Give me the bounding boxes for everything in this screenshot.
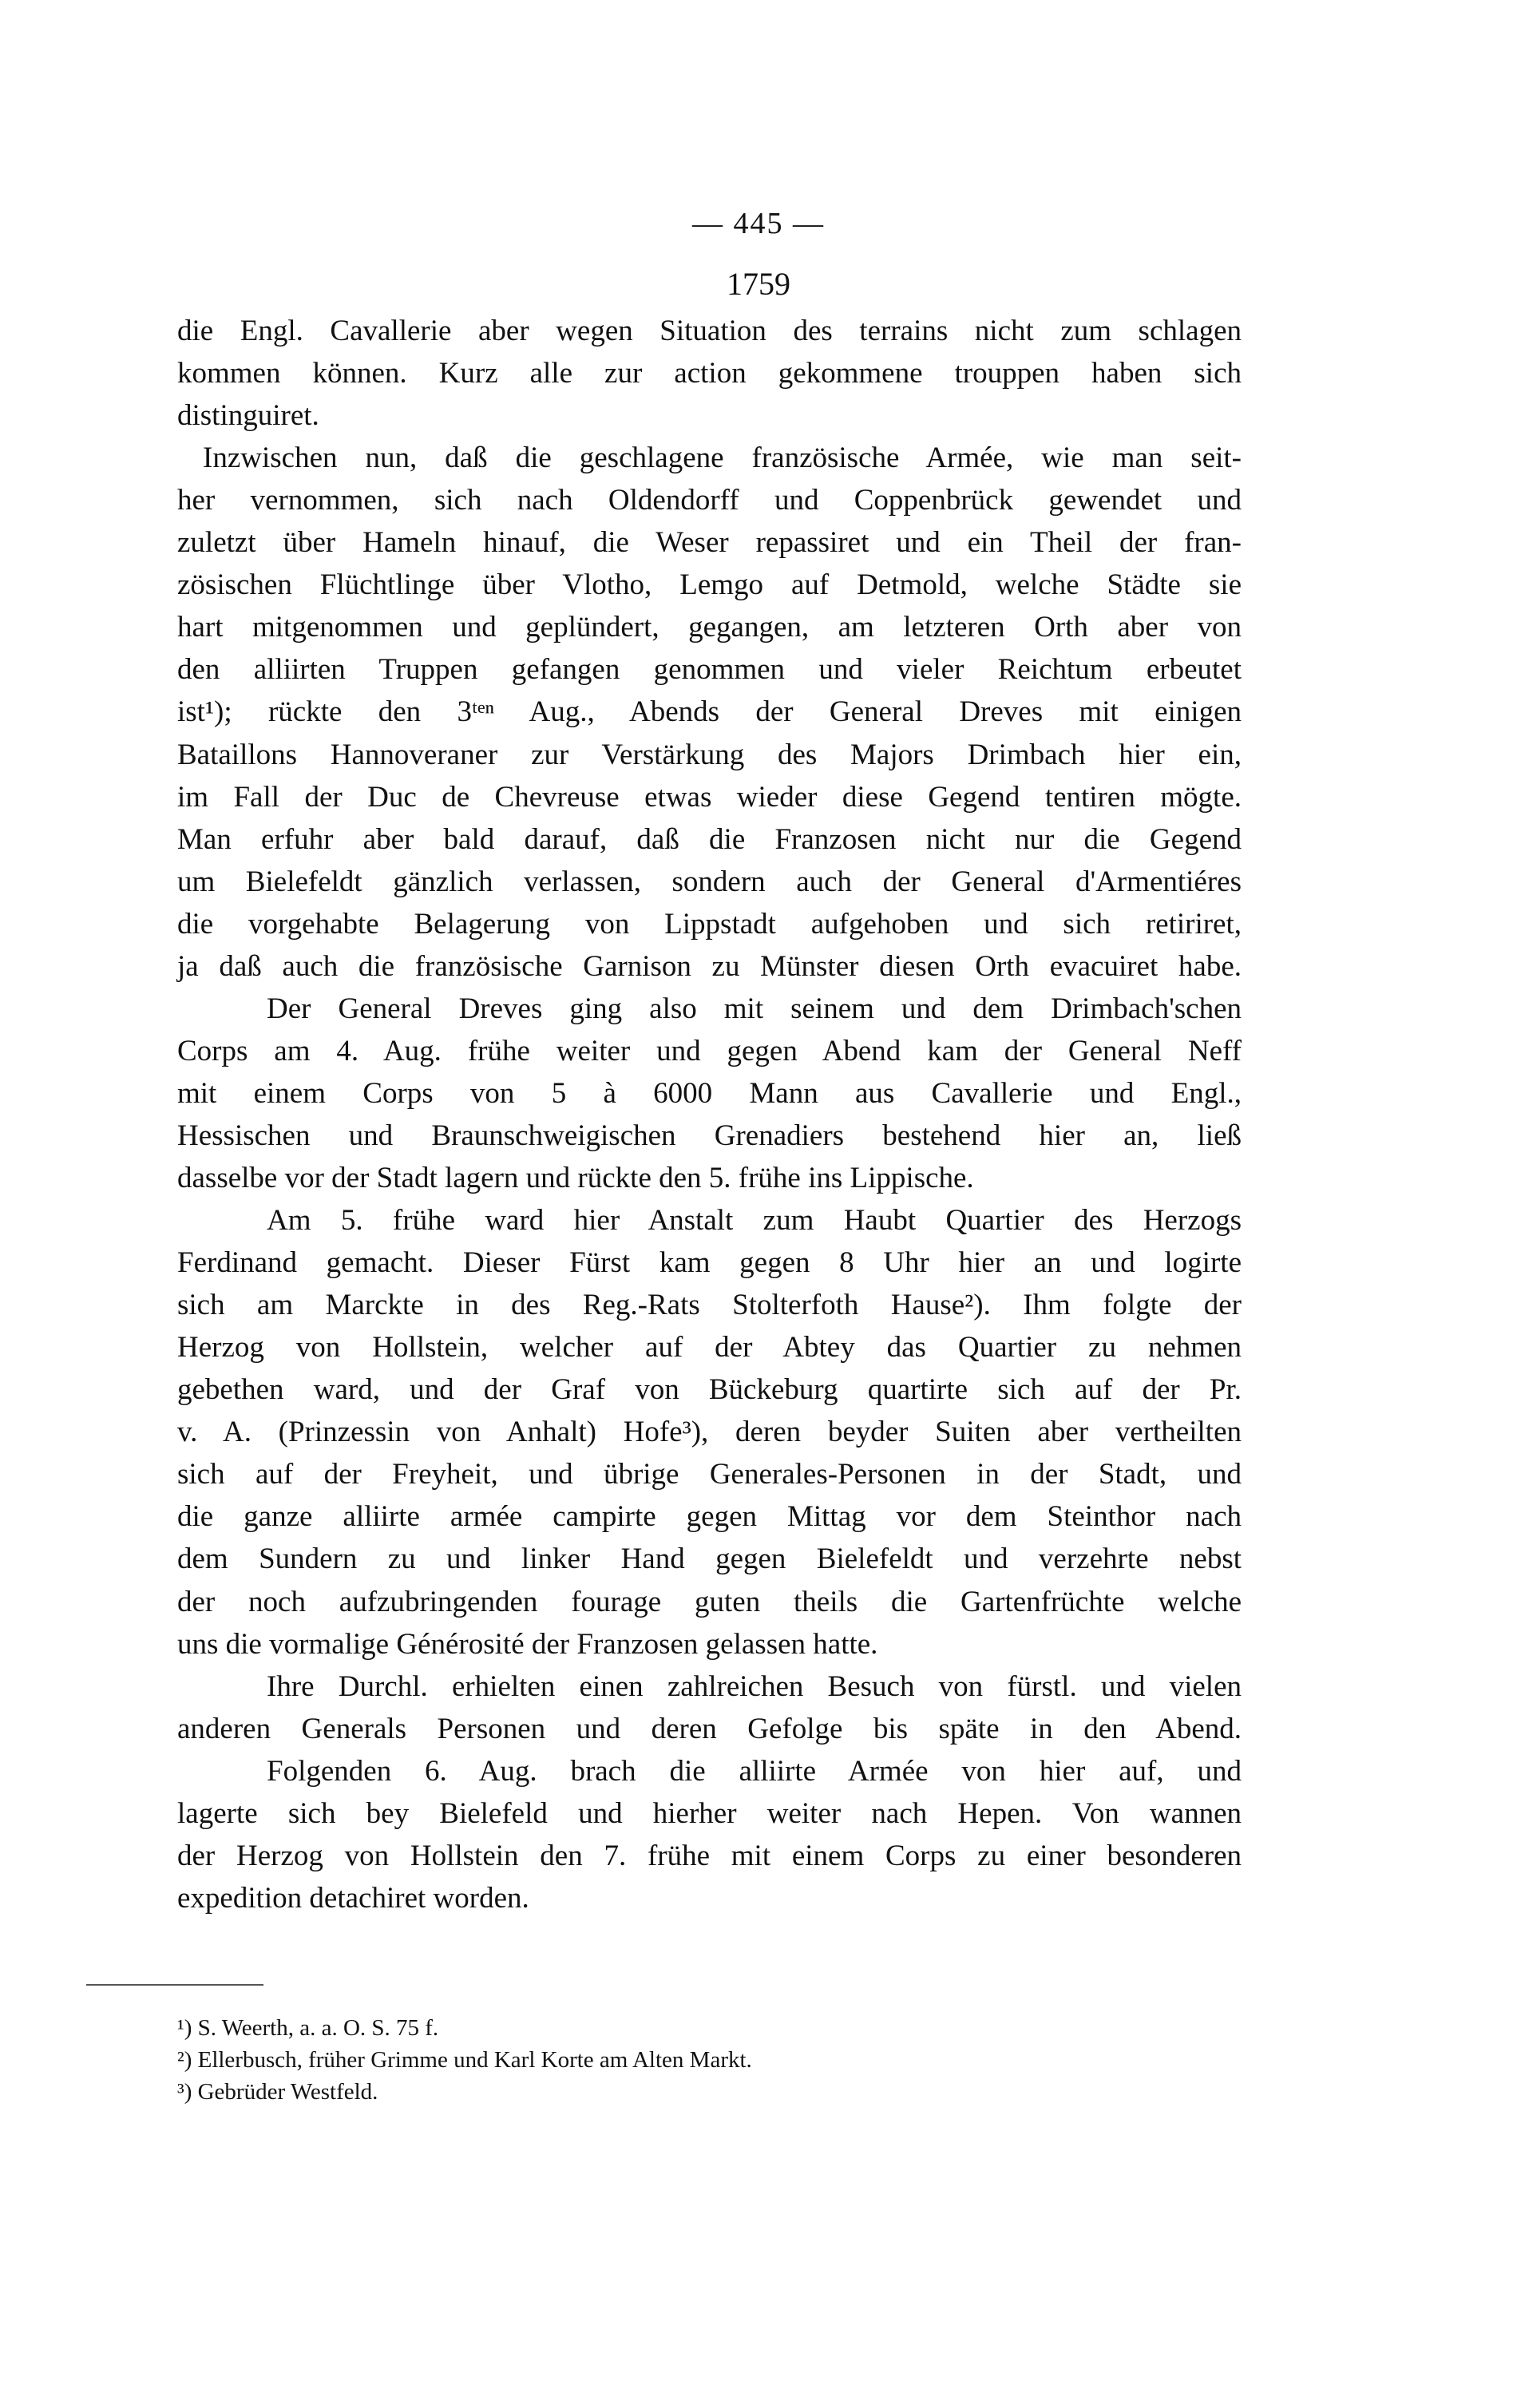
- text-line: Man erfuhr aber bald darauf, daß die Franzosen nicht nur die Gegend: [177, 822, 1242, 856]
- text-line: Folgenden 6. Aug. brach die alliirte Armée von hier auf, und: [267, 1754, 1242, 1788]
- text-line: dasselbe vor der Stadt lagern und rückte den 5. frühe ins Lippische.: [177, 1162, 974, 1194]
- text-line: Inzwischen nun, daß die geschlagene französische Armée, wie man seit-: [203, 442, 1242, 475]
- text-line: Ferdinand gemacht. Dieser Fürst kam gegen 8 Uhr hier an und logirte: [177, 1246, 1242, 1280]
- text-line: expedition detachiret worden.: [177, 1881, 529, 1915]
- text-line: der noch aufzubringenden fourage guten theils die Gartenfrüchte welche: [177, 1585, 1242, 1618]
- text-line: die vorgehabte Belagerung von Lippstadt aufgehoben und sich retiriret,: [177, 907, 1242, 941]
- text-line: ja daß auch die französische Garnison zu Münster diesen Orth evacuiret habe.: [177, 949, 1242, 983]
- text-line: Hessischen und Braunschweigischen Grenadiers bestehend hier an, ließ: [177, 1119, 1242, 1152]
- footnote-rule: [86, 1984, 263, 1986]
- text-line: lagerte sich bey Bielefeld und hierher weiter nach Hepen. Von wannen: [177, 1796, 1242, 1830]
- text-line: um Bielefeldt gänzlich verlassen, sondern auch der General d'Armentiéres: [177, 865, 1242, 898]
- year-heading: 1759: [727, 266, 790, 302]
- text-line: v. A. (Prinzessin von Anhalt) Hofe³), deren beyder Suiten aber vertheilten: [177, 1416, 1242, 1449]
- footnote: ²) Ellerbusch, früher Grimme und Karl Korte am Alten Markt.: [177, 2047, 752, 2073]
- text-line: der Herzog von Hollstein den 7. frühe mit einem Corps zu einer besonderen: [177, 1839, 1242, 1872]
- text-line: zuletzt über Hameln hinauf, die Weser repassiret und ein Theil der fran-: [177, 526, 1242, 560]
- text-line: zösischen Flüchtlinge über Vlotho, Lemgo auf Detmold, welche Städte sie: [177, 568, 1242, 602]
- text-line: Ihre Durchl. erhielten einen zahlreichen Besuch von fürstl. und vielen: [267, 1669, 1242, 1703]
- text-line: sich auf der Freyheit, und übrige Generales-Personen in der Stadt, und: [177, 1458, 1242, 1491]
- text-line: im Fall der Duc de Chevreuse etwas wieder diese Gegend tentiren mögte.: [177, 780, 1242, 814]
- text-line: den alliirten Truppen gefangen genommen und vieler Reichtum erbeutet: [177, 653, 1242, 687]
- text-line: distinguiret.: [177, 399, 319, 433]
- text-line: sich am Marckte in des Reg.-Rats Stolterfoth Hause²). Ihm folgte der: [177, 1289, 1242, 1322]
- text-line: Corps am 4. Aug. frühe weiter und gegen Abend kam der General Neff: [177, 1034, 1242, 1067]
- page-number: — 445 —: [692, 207, 825, 240]
- text-line: Herzog von Hollstein, welcher auf der Abtey das Quartier zu nehmen: [177, 1331, 1242, 1364]
- text-line: Am 5. frühe ward hier Anstalt zum Haubt Quartier des Herzogs: [267, 1204, 1242, 1238]
- text-line: dem Sundern zu und linker Hand gegen Bielefeldt und verzehrte nebst: [177, 1543, 1242, 1576]
- text-line: die Engl. Cavallerie aber wegen Situation des terrains nicht zum schlagen: [177, 315, 1242, 347]
- text-line: kommen können. Kurz alle zur action gekommene trouppen haben sich: [177, 357, 1242, 390]
- text-line: mit einem Corps von 5 à 6000 Mann aus Cavallerie und Engl.,: [177, 1076, 1242, 1110]
- text-line: anderen Generals Personen und deren Gefolge bis späte in den Abend.: [177, 1712, 1242, 1745]
- footnote: ¹) S. Weerth, a. a. O. S. 75 f.: [177, 2015, 439, 2041]
- text-line: die ganze alliirte armée campirte gegen Mittag vor dem Steinthor nach: [177, 1500, 1242, 1534]
- text-line: Bataillons Hannoveraner zur Verstärkung des Majors Drimbach hier ein,: [177, 738, 1242, 771]
- footnote: ³) Gebrüder Westfeld.: [177, 2079, 378, 2105]
- text-line: ist¹); rückte den 3ᵗᵉⁿ Aug., Abends der General Dreves mit einigen: [177, 695, 1242, 729]
- text-line: Der General Dreves ging also mit seinem und dem Drimbach'schen: [267, 992, 1242, 1025]
- text-line: gebethen ward, und der Graf von Bückeburg quartirte sich auf der Pr.: [177, 1373, 1242, 1407]
- text-line: uns die vormalige Générosité der Franzosen gelassen hatte.: [177, 1627, 878, 1661]
- text-line: hart mitgenommen und geplündert, gegangen, am letzteren Orth aber von: [177, 611, 1242, 644]
- text-line: her vernommen, sich nach Oldendorff und Coppenbrück gewendet und: [177, 484, 1242, 517]
